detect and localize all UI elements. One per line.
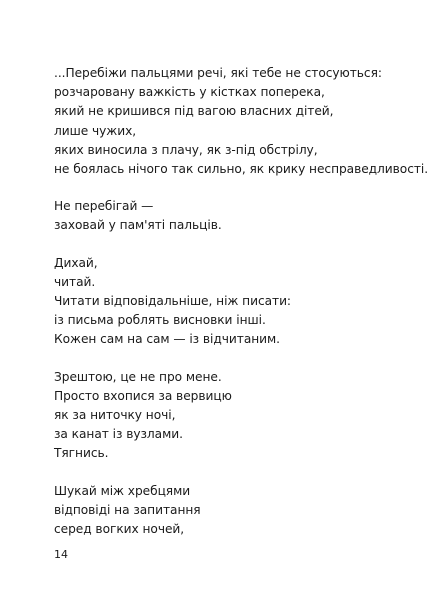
poem-line: за канат із вузлами. (54, 427, 183, 442)
poem-line: Дихай, (54, 255, 98, 270)
poem-line: Просто вхопися за вервицю (54, 388, 232, 403)
page-number: 14 (54, 548, 68, 561)
poem-line: читай. (54, 274, 96, 289)
poem-line: Зрештою, це не про мене. (54, 369, 222, 384)
stanza-2 (54, 197, 424, 235)
poem-line: із письма роблять висновки інші. (54, 313, 266, 328)
poem-line: ...Перебіжи пальцями речі, які тебе не стосуються: (54, 66, 382, 80)
poem-line: Тягнись. (54, 446, 109, 461)
poem-line: Читати відповідальніше, ніж писати: (54, 294, 291, 309)
poem-line: серед вогких ночей, (54, 522, 185, 537)
poem-line: Шукай між хребцями (54, 483, 191, 498)
stanza-3 (54, 254, 424, 350)
stanza-5 (54, 482, 424, 540)
poem-line: не боялась нічого так сильно, як крику несправедливості. (54, 162, 429, 177)
poem-line: заховай у пам'яті пальців. (54, 218, 222, 233)
poem-line: як за ниточку ночі, (54, 408, 176, 423)
poem-line: Не перебігай — (54, 199, 154, 214)
poem-line: лише чужих, (54, 123, 137, 138)
stanza-4 (54, 368, 424, 464)
poem-line: який не кришився під вагою власних дітей, (54, 104, 334, 119)
poem-line: Кожен сам на сам — із відчитаним. (54, 332, 281, 347)
poem-line: розчаровану важкість у кістках поперека, (54, 85, 325, 100)
poem-line: яких виносила з плачу, як з-під обстрілу, (54, 142, 318, 157)
stanza-1 (54, 64, 429, 179)
poem-text (54, 64, 429, 557)
poem-line: відповіді на запитання (54, 502, 201, 517)
